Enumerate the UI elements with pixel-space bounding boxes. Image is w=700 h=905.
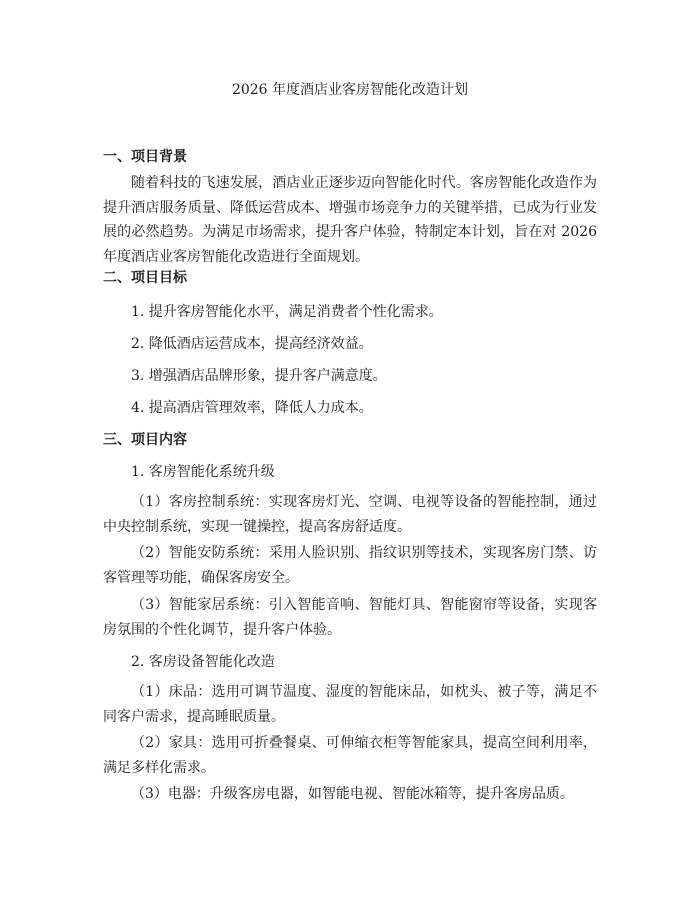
section-heading-goals: 二、项目目标 <box>103 270 187 286</box>
equipment-upgrade-item: （1）床品：选用可调节温度、湿度的智能床品，如枕头、被子等，满足不同客户需求，提高睡眠质量。 <box>103 684 597 725</box>
section-heading-background: 一、项目背景 <box>103 149 187 165</box>
goal-item: 3. 增强酒店品牌形象，提升客户满意度。 <box>131 368 387 384</box>
system-upgrade-item: （1）客房控制系统：实现客房灯光、空调、电视等设备的智能控制，通过中央控制系统，实现一键操控，提高客房舒适度。 <box>103 494 597 535</box>
goal-item: 2. 降低酒店运营成本，提高经济效益。 <box>131 336 373 352</box>
background-paragraph: 随着科技的飞速发展，酒店业正逐步迈向智能化时代。客房智能化改造作为提升酒店服务质量、降低运营成本、增强市场竞争力的关键举措，已成为行业发展的必然趋势。为满足市场需求，提升客户体验，特制定本计划，旨在对 2026 年度酒店业客房智能化改造进行全面规划。 <box>103 175 597 265</box>
goal-item: 1. 提升客房智能化水平，满足消费者个性化需求。 <box>131 304 443 320</box>
equipment-upgrade-item: （2）家具：选用可折叠餐桌、可伸缩衣柜等智能家具，提高空间利用率，满足多样化需求。 <box>103 735 597 776</box>
goal-item: 4. 提高酒店管理效率，降低人力成本。 <box>131 400 373 416</box>
equipment-upgrade-item: （3）电器：升级客房电器，如智能电视、智能冰箱等，提升客房品质。 <box>131 786 574 802</box>
system-upgrade-item: （2）智能安防系统：采用人脸识别、指纹识别等技术，实现客房门禁、访客管理等功能，确保客房安全。 <box>103 545 597 586</box>
section-heading-content: 三、项目内容 <box>103 432 187 448</box>
document-title: 2026 年度酒店业客房智能化改造计划 <box>231 82 469 98</box>
subsection-title-equipment-upgrade: 2. 客房设备智能化改造 <box>131 654 275 670</box>
system-upgrade-item: （3）智能家居系统：引入智能音响、智能灯具、智能窗帘等设备，实现客房氛围的个性化调节，提升客户体验。 <box>103 597 597 638</box>
subsection-title-system-upgrade: 1. 客房智能化系统升级 <box>131 464 275 480</box>
